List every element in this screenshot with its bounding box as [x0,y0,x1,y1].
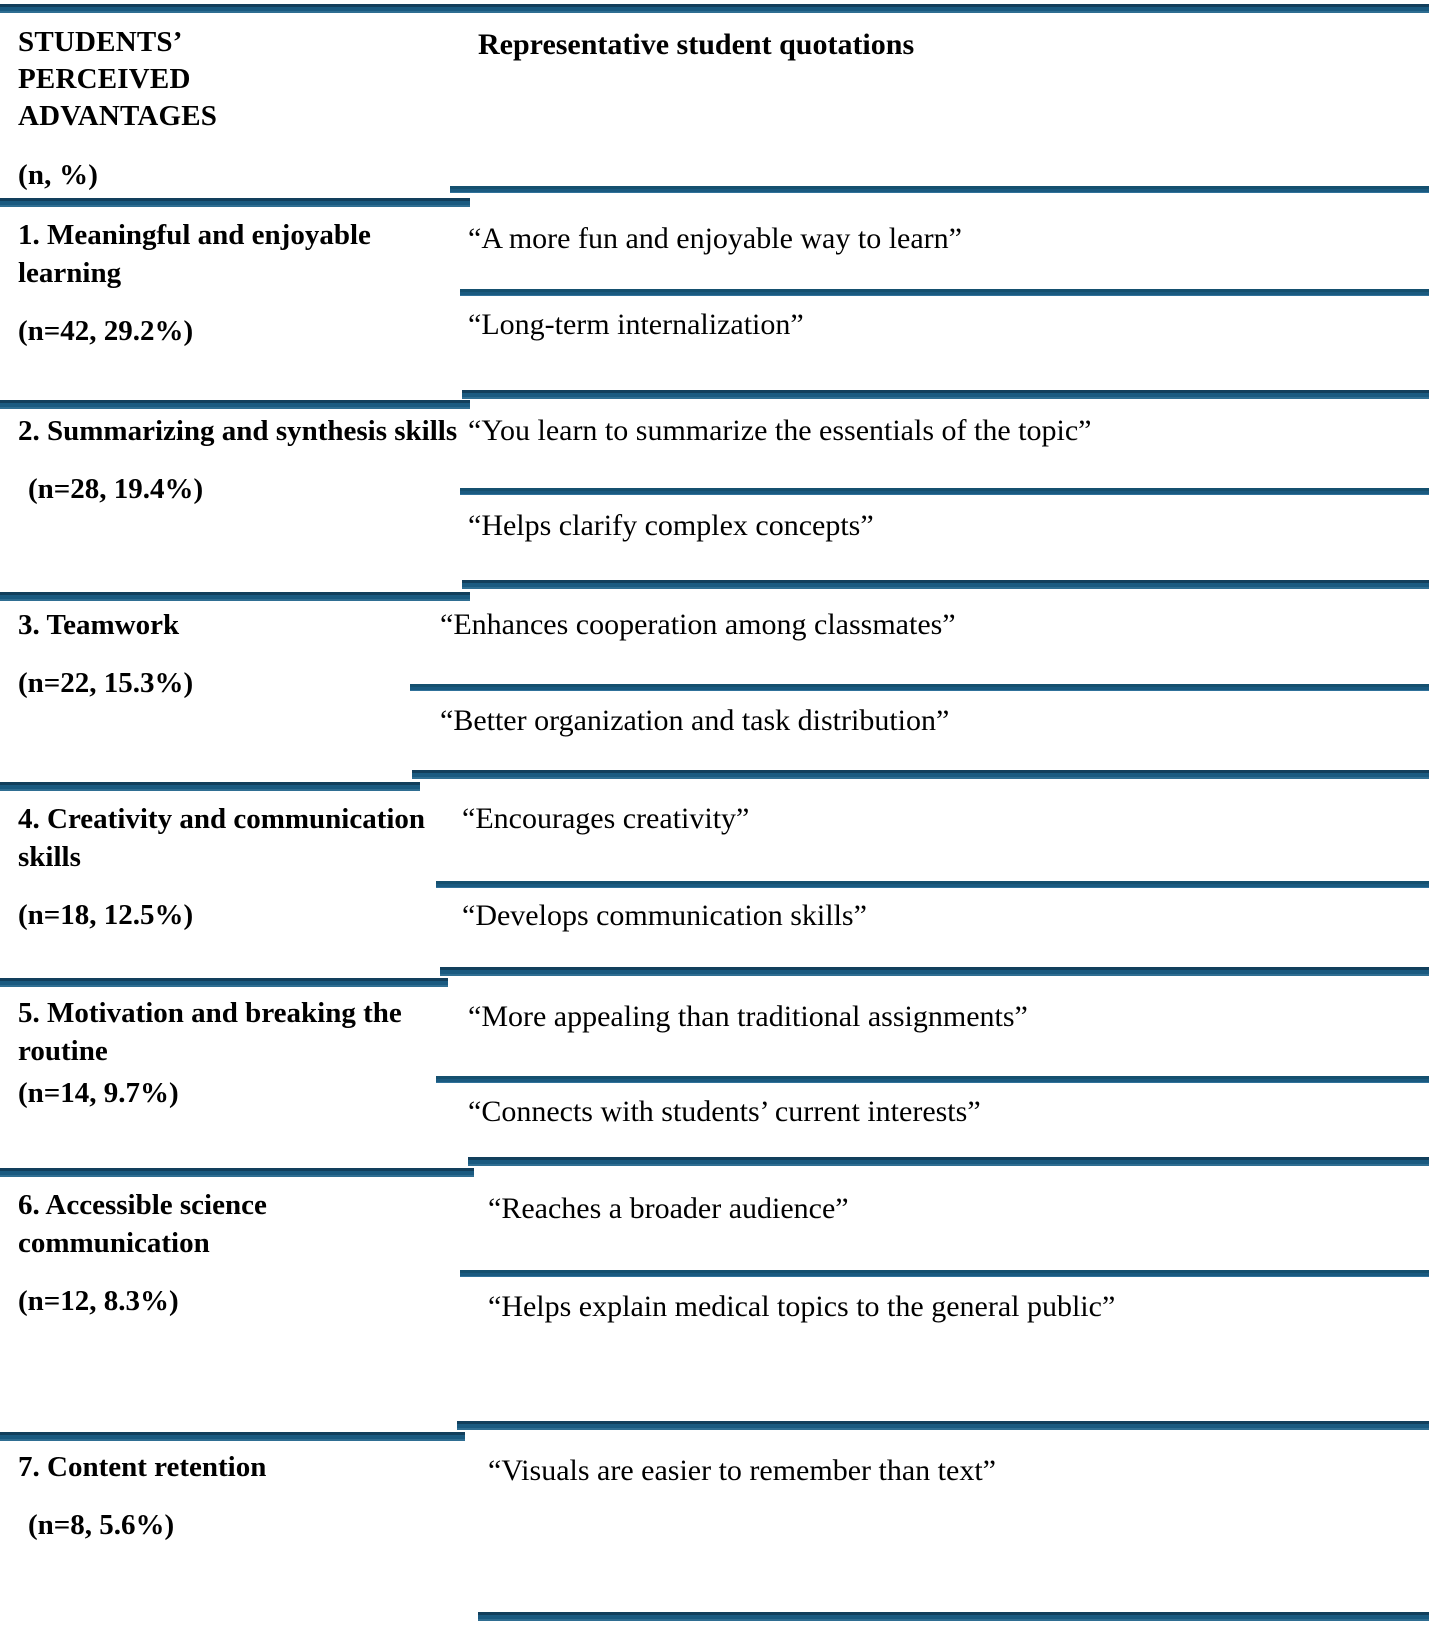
row-6-sub-divider [460,1270,1429,1277]
row-divider-3-4-left [0,782,420,791]
column-header-line-2: PERCEIVED [18,63,191,95]
row-category-4 [18,800,458,934]
category-count: (n=22, 15.3%) [18,667,194,699]
row-divider-4-5-left [0,978,448,987]
category-title: 3. Teamwork [18,609,180,641]
row-category-5 [18,994,458,1112]
row-divider-1-2-right [462,390,1429,399]
header-divider-left [0,198,470,207]
row-divider-2-3-right [462,580,1429,589]
row-divider-2-3-left [0,592,470,601]
row-divider-3-4-right [412,770,1429,779]
category-count: (n=8, 5.6%) [28,1509,175,1541]
row-quote-6-2: “Helps explain medical topics to the general public” [488,1290,1116,1323]
row-divider-1-2-left [0,400,470,409]
row-category-6 [18,1186,458,1320]
row-quote-1-1: “A more fun and enjoyable way to learn” [468,222,962,255]
category-title: 4. Creativity and communication skills [18,803,426,873]
row-category-2 [18,412,458,508]
category-count: (n=28, 19.4%) [28,473,204,505]
category-count: (n=42, 29.2%) [18,315,194,347]
column-header-line-1: STUDENTS’ [18,26,183,58]
row-category-1 [18,216,458,350]
category-count: (n=14, 9.7%) [18,1077,179,1109]
column-header-quotations: Representative student quotations [478,28,915,61]
column-header-advantages [18,24,438,194]
row-quote-3-1: “Enhances cooperation among classmates” [440,608,956,641]
row-4-sub-divider [436,881,1429,888]
category-title: 5. Motivation and breaking the routine [18,997,402,1067]
row-quote-2-2: “Helps clarify complex concepts” [468,509,874,542]
row-quote-7-1: “Visuals are easier to remember than text” [488,1454,996,1487]
row-1-sub-divider [460,289,1429,296]
table-top-border [0,4,1429,13]
column-header-subtitle: (n, %) [18,159,99,191]
category-title: 1. Meaningful and enjoyable learning [18,219,371,289]
row-divider-6-7-right [457,1421,1429,1430]
row-quote-5-1: “More appealing than traditional assignments” [468,1000,1028,1033]
row-quote-2-1: “You learn to summarize the essentials of the topic” [468,414,1092,447]
column-header-line-3: ADVANTAGES [18,100,218,132]
header-divider-right [450,186,1429,193]
row-divider-6-7-left [0,1432,465,1441]
category-title: 6. Accessible science communication [18,1189,267,1259]
row-quote-6-1: “Reaches a broader audience” [488,1192,849,1225]
category-title: 7. Content retention [18,1451,267,1483]
row-category-3 [18,606,458,702]
row-quote-4-2: “Develops communication skills” [462,899,867,932]
row-category-7 [18,1448,458,1544]
category-count: (n=18, 12.5%) [18,899,194,931]
row-quote-5-2: “Connects with students’ current interests” [468,1095,981,1128]
row-divider-4-5-right [440,967,1429,976]
category-title: 2. Summarizing and synthesis skills [18,415,458,447]
table-bottom-border [478,1612,1429,1621]
row-divider-5-6-left [0,1168,474,1177]
row-5-sub-divider [436,1076,1429,1083]
row-divider-5-6-right [468,1157,1429,1166]
row-quote-4-1: “Encourages creativity” [462,802,750,835]
category-count: (n=12, 8.3%) [18,1285,179,1317]
row-quote-3-2: “Better organization and task distribution” [440,704,950,737]
row-2-sub-divider [460,488,1429,495]
row-quote-1-2: “Long-term internalization” [468,308,804,341]
row-3-sub-divider [410,684,1429,691]
